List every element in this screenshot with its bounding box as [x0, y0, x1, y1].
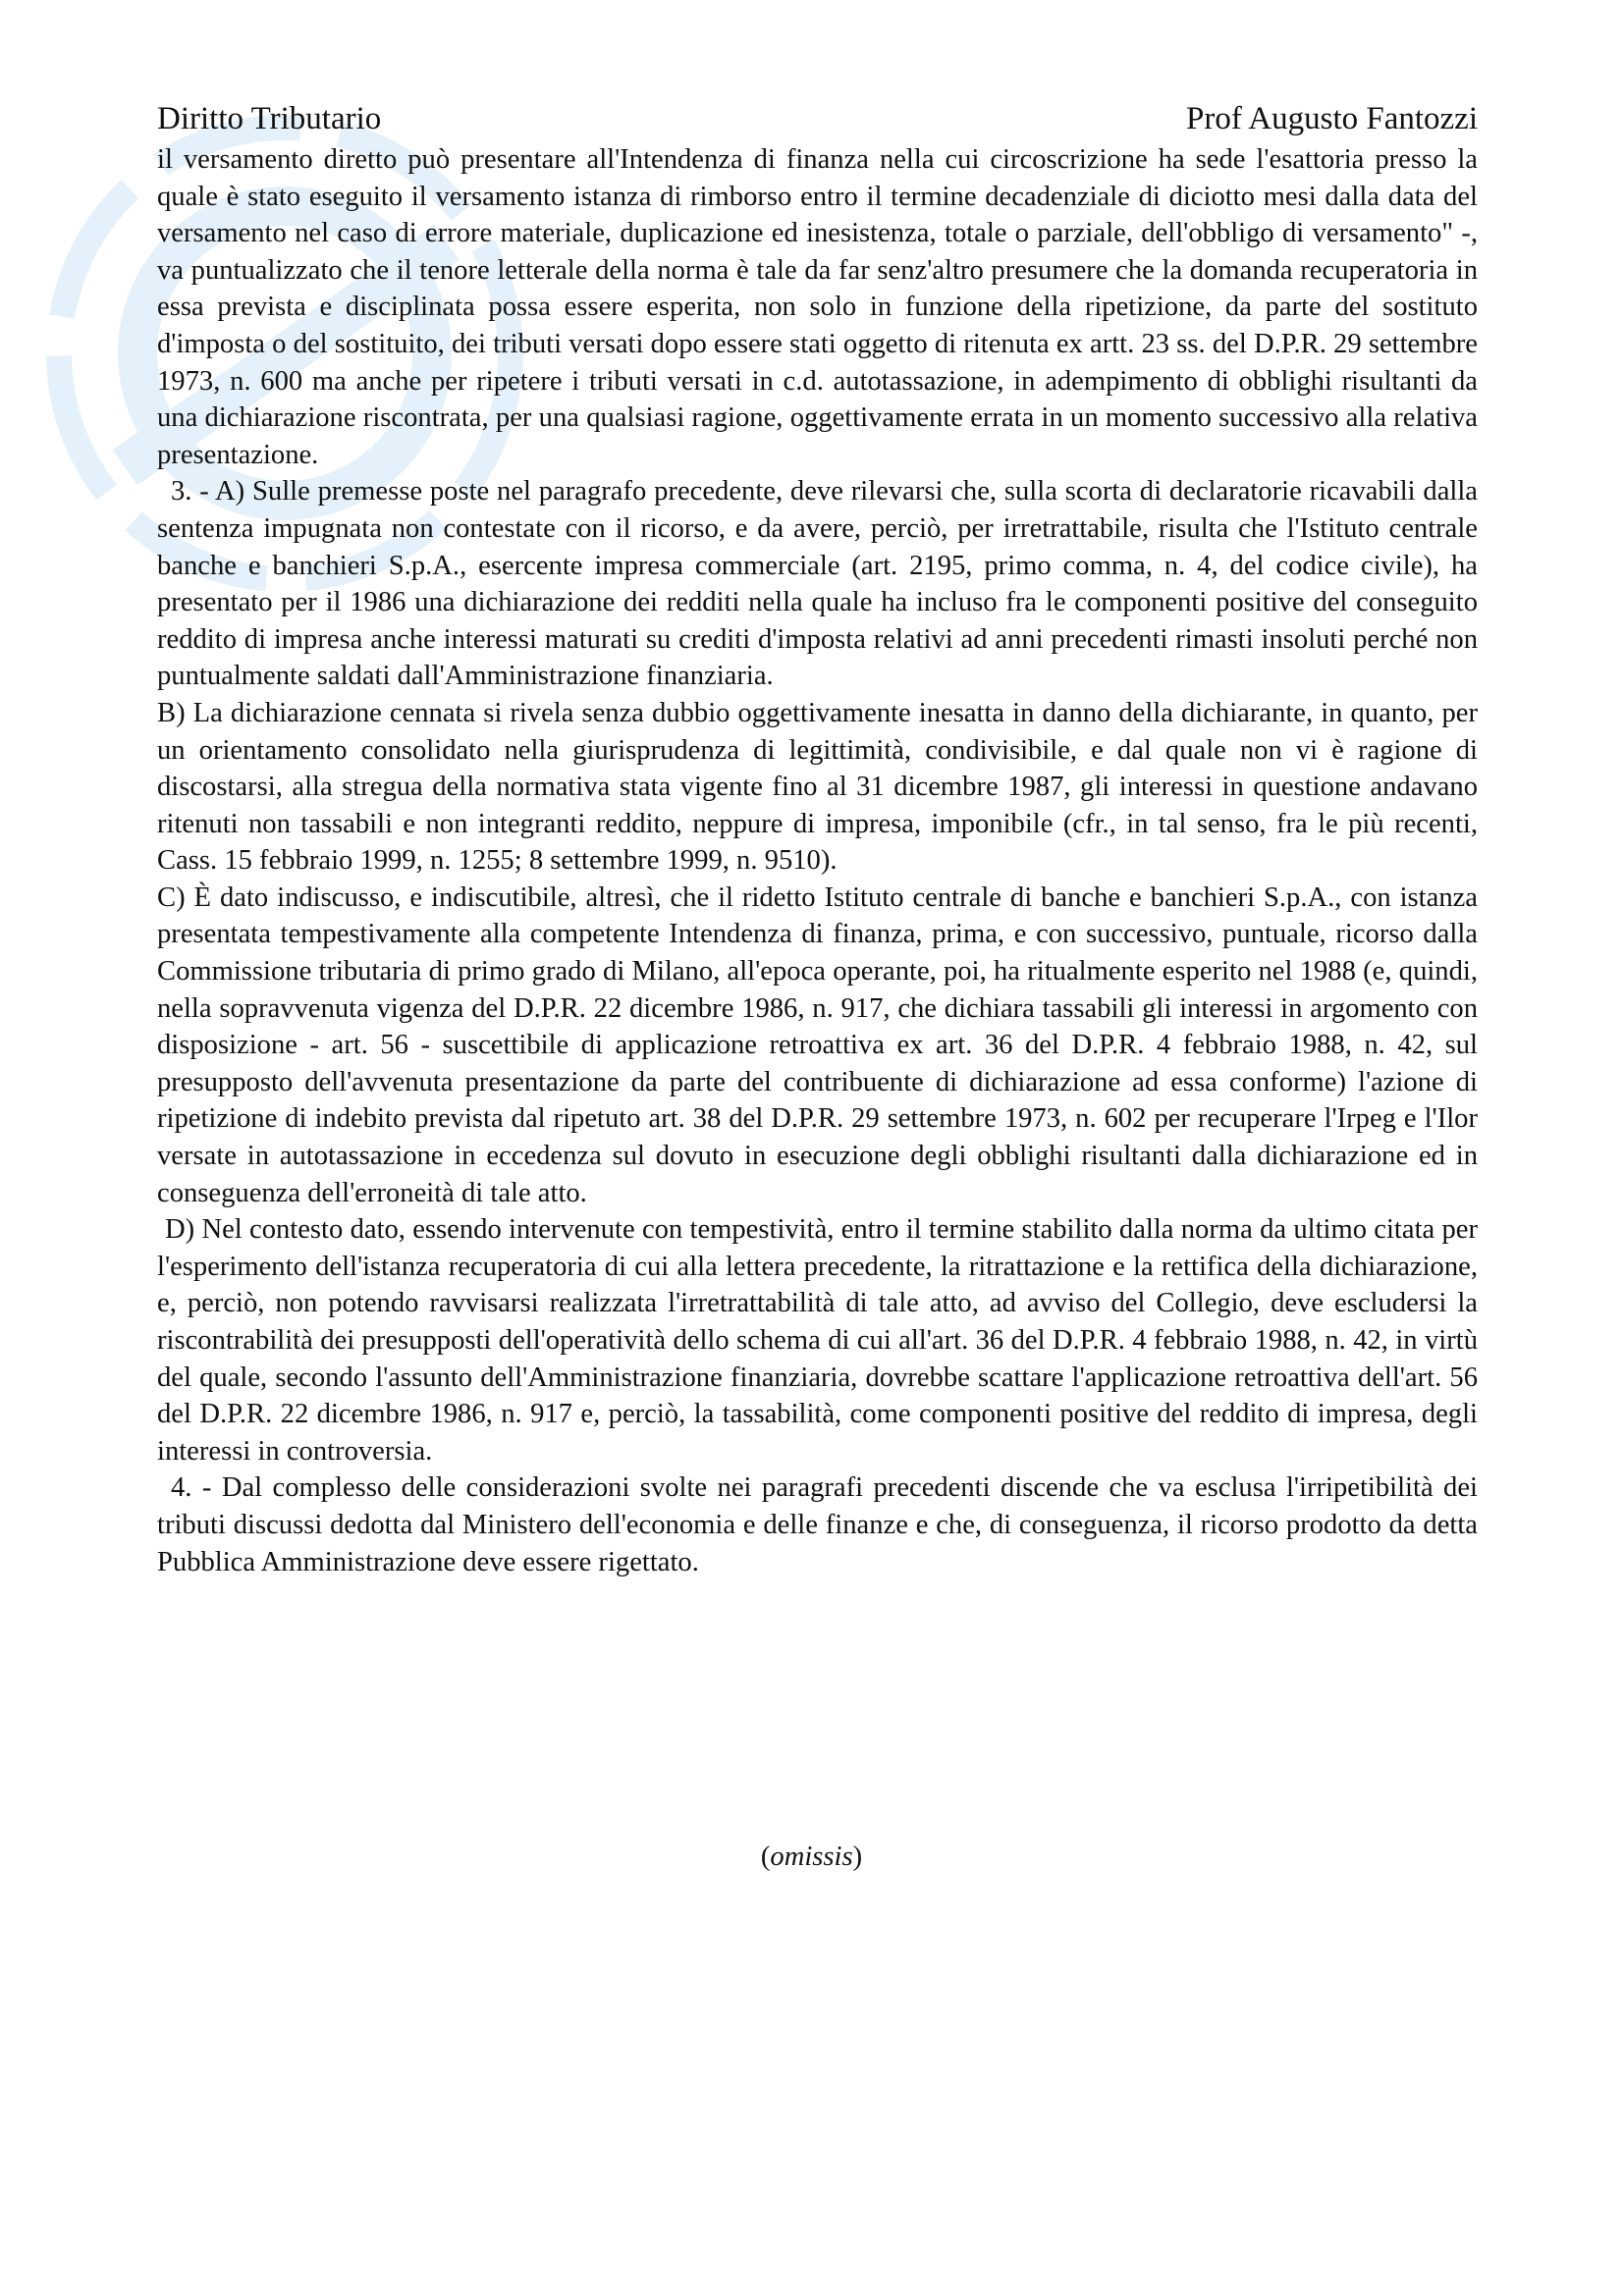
- paragraph-3a: 3. - A) Sulle premesse poste nel paragrafo precedente, deve rilevarsi che, sulla scorta di declaratorie ricavabili dalla sentenza impugnata non contestate con il ricorso, e da avere, perciò, per irretrattabile, risulta che l'Istituto centrale banche e banchieri S.p.A., esercente impresa commerciale (art. 2195, primo comma, n. 4, del codice civile), ha presentato per il 1986 una dichiarazione dei redditi nella quale ha incluso fra le componenti positive del conseguito reddito di impresa anche interessi maturati su crediti d'imposta relativi ad anni precedenti rimasti insoluti perché non puntualmente saldati dall'Amministrazione finanziaria.: [157, 476, 1478, 692]
- paragraph-4: 4. - Dal complesso delle considerazioni svolte nei paragrafi precedenti discende che va esclusa l'irripetibilità dei tributi discussi dedotta dal Ministero dell'economia e delle finanze e che, di conseguenza, il ricorso prodotto da detta Pubblica Amministrazione deve essere rigettato.: [157, 1472, 1478, 1577]
- document-body: [157, 141, 1478, 1580]
- omissis-text: omissis: [770, 1842, 853, 1872]
- paragraph-3c: C) È dato indiscusso, e indiscutibile, altresì, che il ridetto Istituto centrale di banche e banchieri S.p.A., con istanza presentata tempestivamente alla competente Intendenza di finanza, prima, e con successivo, puntuale, ricorso dalla Commissione tributaria di primo grado di Milano, all'epoca operante, poi, ha ritualmente esperito nel 1988 (e, quindi, nella sopravvenuta vigenza del D.P.R. 22 dicembre 1986, n. 917, che dichiara tassabili gli interessi in argomento con disposizione - art. 56 - suscettibile di applicazione retroattiva ex art. 36 del D.P.R. 4 febbraio 1988, n. 42, sul presupposto dell'avvenuta presentazione da parte del contribuente di dichiarazione ad essa conforme) l'azione di ripetizione di indebito prevista dal ripetuto art. 38 del D.P.R. 29 settembre 1973, n. 602 per recuperare l'Irpeg e l'Ilor versate in autotassazione in eccedenza sul dovuto in esecuzione degli obblighi risultanti dalla dichiarazione ed in conseguenza dell'erroneità di tale atto.: [157, 881, 1478, 1208]
- paragraph-continuation: il versamento diretto può presentare all'Intendenza di finanza nella cui circoscrizione ha sede l'esattoria presso la quale è stato eseguito il versamento istanza di rimborso entro il termine decadenziale di diciotto mesi dalla data del versamento nel caso di errore materiale, duplicazione ed inesistenza, totale o parziale, dell'obbligo di versamento" -, va puntualizzato che il tenore letterale della norma è tale da far senz'altro presumere che la domanda recuperatoria in essa prevista e disciplinata possa essere esperita, non solo in funzione della ripetizione, da parte del sostituto d'imposta o del sostituito, dei tributi versati dopo essere stati oggetto di ritenuta ex artt. 23 ss. del D.P.R. 29 settembre 1973, n. 600 ma anche per ripetere i tributi versati in c.d. autotassazione, in adempimento di obblighi risultanti da una dichiarazione riscontrata, per una qualsiasi ragione, oggettivamente errata in un momento successivo alla relativa presentazione.: [157, 144, 1478, 470]
- header-author: Prof Augusto Fantozzi: [1186, 101, 1478, 136]
- paragraph-3b: B) La dichiarazione cennata si rivela senza dubbio oggettivamente inesatta in danno della dichiarante, in quanto, per un orientamento consolidato nella giurisprudenza di legittimità, condivisibile, e dal quale non vi è ragione di discostarsi, alla stregua della normativa stata vigente fino al 31 dicembre 1987, gli interessi in questione andavano ritenuti non tassabili e non integranti reddito, neppure di impresa, imponibile (cfr., in tal senso, fra le più recenti, Cass. 15 febbraio 1999, n. 1255; 8 settembre 1999, n. 9510).: [157, 697, 1478, 877]
- paragraph-3d: D) Nel contesto dato, essendo intervenute con tempestività, entro il termine stabilito dalla norma da ultimo citata per l'esperimento dell'istanza recuperatoria di cui alla lettera precedente, la ritrattazione e la rettifica della dichiarazione, e, perciò, non potendo ravvisarsi realizzata l'irretrattabilità di tale atto, ad avviso del Collegio, deve escludersi la riscontrabilità dei presupposti dell'operatività dello schema di cui all'art. 36 del D.P.R. 4 febbraio 1988, n. 42, in virtù del quale, secondo l'assunto dell'Amministrazione finanziaria, dovrebbe scattare l'applicazione retroattiva dell'art. 56 del D.P.R. 22 dicembre 1986, n. 917 e, perciò, la tassabilità, come componenti positive del reddito di impresa, degli interessi in controversia.: [157, 1214, 1478, 1467]
- page-header: [157, 101, 1478, 144]
- omissis-open-paren: (: [760, 1842, 771, 1872]
- omissis-note: [0, 1842, 1623, 1873]
- omissis-close-paren: ): [852, 1842, 863, 1872]
- header-course-title: Diritto Tributario: [157, 101, 382, 136]
